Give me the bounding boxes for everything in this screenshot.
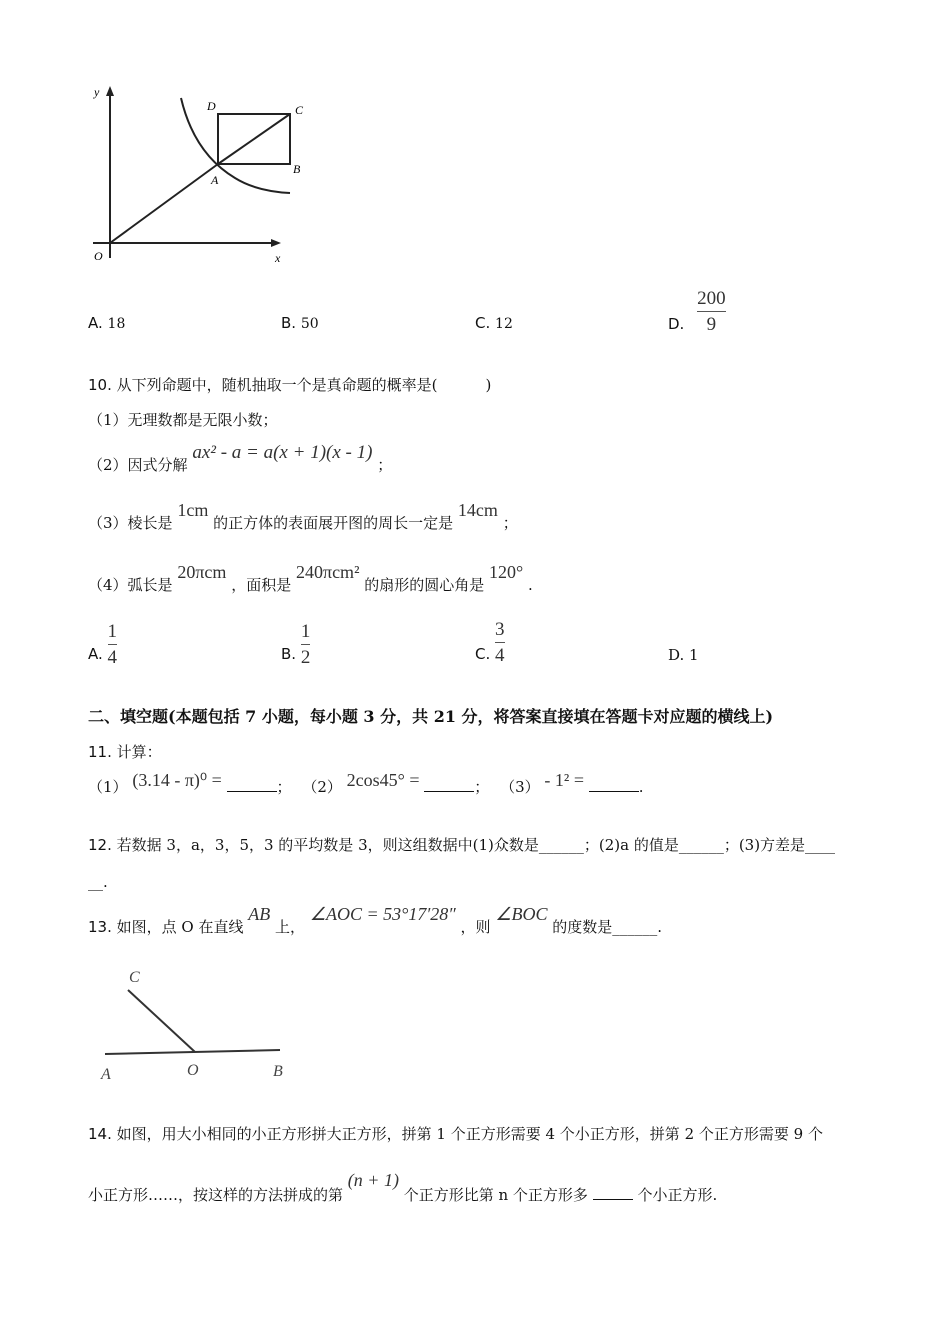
statement-text: 的正方体的表面展开图的周长一定是 <box>213 514 454 532</box>
statement-text: ，面积是 <box>231 576 292 594</box>
option-value: 12 <box>495 316 513 332</box>
arc-length: 20πcm <box>177 562 227 582</box>
fraction-200-9 <box>697 289 726 334</box>
numerator: 1 <box>300 621 311 642</box>
cosine-expression: 2cos45° = <box>346 770 420 790</box>
option-label: D. 1 <box>668 646 699 664</box>
q10-option-b[interactable] <box>281 622 310 667</box>
label-b: B <box>293 162 301 176</box>
angle-boc: ∠BOC <box>495 904 548 924</box>
question-number: 10. <box>88 376 112 394</box>
q10-statement-2 <box>88 442 393 474</box>
fraction-3-4 <box>495 620 505 665</box>
label-c: C <box>129 969 140 986</box>
q9-option-a[interactable] <box>88 314 125 332</box>
fraction-1-2 <box>301 622 311 667</box>
q12-text <box>88 834 835 855</box>
option-label: C. <box>475 645 491 663</box>
question-number: 12. <box>88 836 112 854</box>
n-plus-1-expression: (n + 1) <box>347 1170 399 1190</box>
statement-end: ； <box>377 456 393 474</box>
q9-option-d[interactable] <box>668 289 726 334</box>
q11-stem <box>88 741 162 762</box>
answer-blank-1[interactable] <box>227 791 277 792</box>
part-end: . <box>638 778 644 796</box>
statement-text: （3）棱长是 <box>88 514 173 532</box>
part-end: ； <box>474 778 490 796</box>
sector-area: 240πcm² <box>295 562 360 582</box>
label-y: y <box>94 85 100 99</box>
option-label: A. <box>88 645 103 663</box>
question-text: 个小正方形. <box>637 1186 718 1204</box>
statement-end: ； <box>502 514 518 532</box>
question-text: 从下列命题中，随机抽取一个是真命题的概率是( <box>116 376 438 394</box>
question-number: 13. <box>88 918 112 936</box>
option-label: A. <box>88 314 103 332</box>
coordinate-figure <box>85 80 325 270</box>
part-end: ； <box>276 778 292 796</box>
question-text: 个正方形比第 n 个正方形多 <box>403 1186 588 1204</box>
label-b: B <box>273 1063 283 1080</box>
label-a: A <box>101 1066 111 1083</box>
q10-statement-1 <box>88 409 278 430</box>
option-label: C. <box>475 314 491 332</box>
question-text: 如图，用大小相同的小正方形拼大正方形，拼第 1 个正方形需要 4 个小正方形，拼第 2 个正方形需要 9 个 <box>116 1125 823 1143</box>
q11-parts <box>88 770 644 797</box>
question-text: 如图，点 O 在直线 <box>116 918 244 936</box>
q14-line1 <box>88 1123 823 1144</box>
option-label: D. <box>668 315 685 333</box>
part-label: （2） <box>302 778 342 796</box>
question-number: 14. <box>88 1125 112 1143</box>
x-axis-arrow <box>271 239 281 247</box>
question-text: 计算： <box>116 743 162 761</box>
fraction-1-4 <box>108 622 118 667</box>
q9-option-b[interactable] <box>281 314 319 332</box>
question-text: 若数据 3，a，3，5，3 的平均数是 3，则这组数据中(1)众数是______；(2)a 的值是______；(3)方差是____ <box>116 836 836 854</box>
option-label: B. <box>281 645 297 663</box>
section-heading: 二、填空题(本题包括 7 小题，每小题 3 分，共 21 分，将答案直接填在答题卡对应题的横线上) <box>88 707 774 726</box>
question-text: 小正方形……，按这样的方法拼成的第 <box>88 1186 344 1204</box>
denominator: 4 <box>495 645 505 666</box>
y-axis-arrow <box>106 86 114 96</box>
option-value: 50 <box>300 316 319 332</box>
part-label: （1） <box>88 778 128 796</box>
denominator: 9 <box>706 314 717 335</box>
question-number: 11. <box>88 743 112 761</box>
label-x: x <box>275 251 281 265</box>
part-label: （3） <box>500 778 540 796</box>
option-label: B. <box>281 314 297 332</box>
q9-option-c[interactable] <box>475 314 513 332</box>
statement-text: （4）弧长是 <box>88 576 173 594</box>
label-o: O <box>187 1062 199 1079</box>
label-o: O <box>94 249 103 263</box>
q10-statement-4 <box>88 562 533 594</box>
perimeter-value: 14cm <box>457 500 498 520</box>
q10-stem <box>88 374 491 395</box>
factoring-expression: ax² - a = a(x + 1)(x - 1) <box>192 442 373 463</box>
angle-aoc: ∠AOC = 53°17′28″ <box>309 904 456 924</box>
denominator: 2 <box>300 647 311 668</box>
power-expression: (3.14 - π)⁰ = <box>132 770 222 790</box>
question-text: ，则 <box>460 918 491 936</box>
answer-blank[interactable] <box>593 1199 633 1200</box>
label-d: D <box>207 99 216 113</box>
label-c: C <box>295 103 304 117</box>
q12-tail: __. <box>88 873 108 891</box>
central-angle: 120° <box>489 562 524 582</box>
q10-statement-3 <box>88 500 518 532</box>
negative-power-expression: - 1² = <box>544 770 584 790</box>
label-a: A <box>211 173 219 187</box>
numerator: 3 <box>495 619 505 640</box>
line-ab: AB <box>248 904 271 924</box>
angle-figure <box>95 960 300 1085</box>
question-text: 上， <box>275 918 306 936</box>
segment-oa <box>110 164 218 243</box>
q13-text <box>88 904 663 936</box>
question-text: 的度数是______. <box>552 918 663 936</box>
ray-oc <box>128 990 195 1052</box>
q10-option-c[interactable] <box>475 620 505 665</box>
option-value: 18 <box>107 316 126 332</box>
answer-blank-2[interactable] <box>424 791 474 792</box>
edge-length: 1cm <box>177 500 209 520</box>
statement-text: 的扇形的圆心角是 <box>364 576 485 594</box>
q10-option-a[interactable] <box>88 622 117 667</box>
statement-end: . <box>528 576 533 594</box>
answer-blank-3[interactable] <box>589 791 639 792</box>
denominator: 4 <box>107 647 118 668</box>
question-text-end: ) <box>485 376 492 394</box>
numerator: 200 <box>697 288 726 309</box>
statement-text: （1）无理数都是无限小数； <box>88 411 278 429</box>
numerator: 1 <box>107 621 118 642</box>
statement-text: （2）因式分解 <box>88 456 188 474</box>
diagonal-ac <box>218 114 290 164</box>
q10-option-d[interactable] <box>668 646 699 664</box>
q14-line2 <box>88 1170 718 1204</box>
